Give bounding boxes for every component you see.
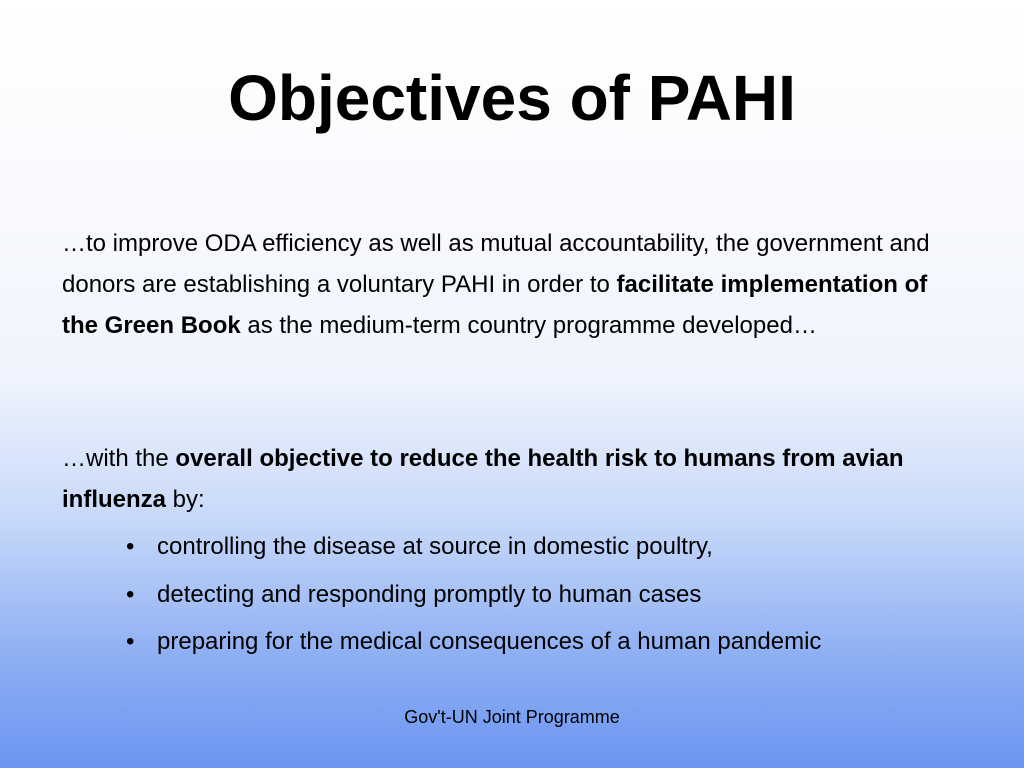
bullet-icon: • <box>126 533 135 560</box>
bullet-icon: • <box>126 580 135 608</box>
bullet-text: preparing for the medical consequences of a human pandemic <box>157 628 822 655</box>
slide-title: Objectives of PAHI <box>228 62 796 134</box>
bullet-icon: • <box>126 628 135 655</box>
bullet-text: controlling the disease at source in domestic poultry, <box>157 533 713 560</box>
objective-bullet-list <box>126 527 1006 670</box>
intro-text-start: …to improve ODA efficiency as well as mutual accountability, the government and donors are establishing a voluntary PAHI in order to <box>62 230 930 298</box>
intro-text-end: as the medium-term country programme developed… <box>240 312 817 339</box>
objective-text-bold: overall objective to reduce the health risk to humans from avian influenza <box>62 445 904 513</box>
slide-footer: Gov't-UN Joint Programme <box>404 707 620 727</box>
list-item <box>126 622 1006 670</box>
bullet-text: detecting and responding promptly to human cases <box>157 580 702 608</box>
objective-text-start: …with the <box>62 445 176 472</box>
list-item <box>126 527 1006 575</box>
objective-paragraph <box>62 438 962 520</box>
intro-paragraph <box>62 223 962 346</box>
intro-text-bold: facilitate implementation of the Green Book <box>62 271 928 339</box>
objective-text-end: by: <box>166 486 205 513</box>
list-item <box>126 575 1006 623</box>
